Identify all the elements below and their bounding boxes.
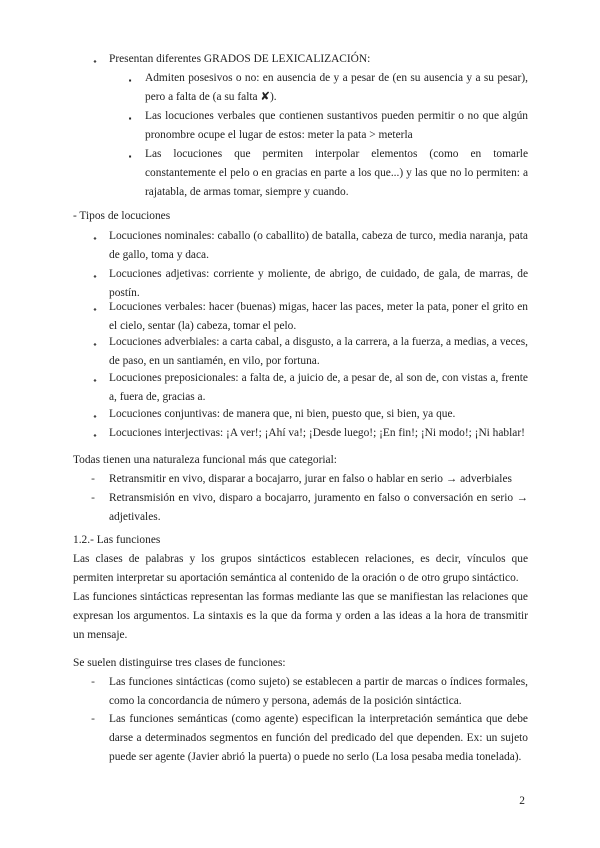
tipo-item: Locuciones nominales: caballo (o caballito) de batalla, cabeza de turco, media naranja, pata de gallo, toma y daca. <box>109 230 528 261</box>
funciones-intro: Se suelen distinguirse tres clases de funciones: <box>73 657 286 669</box>
funciones-item: Las funciones semánticas (como agente) especifican la interpretación semántica que debe darse a determinados segmentos en función del predicado del que dependen. Ex: un sujeto puede ser agente (Javier abrió la puerta) o puede no serlo (La losa pesaba media tonelada). <box>109 713 528 763</box>
diamond-bullet-icon: ⬩ <box>93 411 97 421</box>
lexicalizacion-item: Las locuciones verbales que contienen sustantivos pueden permitir o no que algún pronombre ocupe el lugar de estos: meter la pata > meterla <box>145 110 528 141</box>
funciones-paragraph: Las funciones sintácticas representan las formas mediante las que se manifiestan las relaciones que expresan los argumentos. La sintaxis es la que da forma y orden a las ideas a la hora de transmitir un mensaje. <box>73 591 528 641</box>
diamond-bullet-icon: ⬩ <box>93 375 97 385</box>
diamond-bullet-icon: ⬩ <box>93 56 97 66</box>
diamond-bullet-icon: ⬩ <box>93 304 97 314</box>
tipo-item: Locuciones verbales: hacer (buenas) migas, hacer las paces, meter la pata, poner el grito en el cielo, sentar (la) cabeza, tomar el pelo. <box>109 301 528 332</box>
dash-bullet-icon: - <box>91 713 95 725</box>
diamond-bullet-icon: ⬩ <box>93 339 97 349</box>
naturaleza-item: Retransmitir en vivo, disparar a bocajarro, jurar en falso o hablar en serio → adverbiales <box>109 473 512 485</box>
tipo-item: Locuciones preposicionales: a falta de, a juicio de, a pesar de, al son de, con vistas a, frente a, fuera de, gracias a. <box>109 372 528 403</box>
tipo-item: Locuciones adverbiales: a carta cabal, a disgusto, a la carrera, a la fuerza, a medias, a veces, de paso, en un santiamén, en vilo, por fortuna. <box>109 336 528 367</box>
funciones-heading: 1.2.- Las funciones <box>73 534 161 546</box>
funciones-item: Las funciones sintácticas (como sujeto) se establecen a partir de marcas o índices formales, como la concordancia de número y persona, además de la posición sintáctica. <box>109 676 528 707</box>
lexicalizacion-item: Las locuciones que permiten interpolar elementos (como en tomarle constantemente el pelo o en gracias en parte a los que...) y las que no lo permiten: a rajatabla, de armas tomar, siempre y cuando. <box>145 148 528 198</box>
funciones-paragraph: Las clases de palabras y los grupos sintácticos establecen relaciones, es decir, vínculos que permiten interpretar su aportación semántica al contenido de la oración o de otro grupo sintáctico. <box>73 553 528 584</box>
square-bullet-icon: ▪ <box>128 114 132 123</box>
diamond-bullet-icon: ⬩ <box>93 430 97 440</box>
naturaleza-item: Retransmisión en vivo, disparo a bocajarro, juramento en falso o conversación en serio → adjetivales. <box>109 492 528 523</box>
dash-bullet-icon: - <box>91 676 95 688</box>
lexicalizacion-heading: Presentan diferentes GRADOS DE LEXICALIZACIÓN: <box>109 53 371 65</box>
square-bullet-icon: ▪ <box>128 76 132 85</box>
square-bullet-icon: ▪ <box>128 152 132 161</box>
tipo-item: Locuciones conjuntivas: de manera que, ni bien, puesto que, si bien, ya que. <box>109 408 456 420</box>
tipo-item: Locuciones adjetivas: corriente y moliente, de abrigo, de cuidado, de gala, de marras, de postín. <box>109 268 528 299</box>
naturaleza-intro: Todas tienen una naturaleza funcional más que categorial: <box>73 454 337 466</box>
dash-bullet-icon: - <box>91 492 95 504</box>
tipos-heading: - Tipos de locuciones <box>73 210 171 222</box>
tipo-item: Locuciones interjectivas: ¡A ver!; ¡Ahí va!; ¡Desde luego!; ¡En fin!; ¡Ni modo!; ¡Ni hablar! <box>109 427 525 439</box>
page-number: 2 <box>519 795 525 807</box>
diamond-bullet-icon: ⬩ <box>93 233 97 243</box>
diamond-bullet-icon: ⬩ <box>93 271 97 281</box>
lexicalizacion-item: Admiten posesivos o no: en ausencia de y a pesar de (en su ausencia y a su pesar), pero a falta de (a su falta ✘). <box>145 72 528 103</box>
dash-bullet-icon: - <box>91 473 95 485</box>
